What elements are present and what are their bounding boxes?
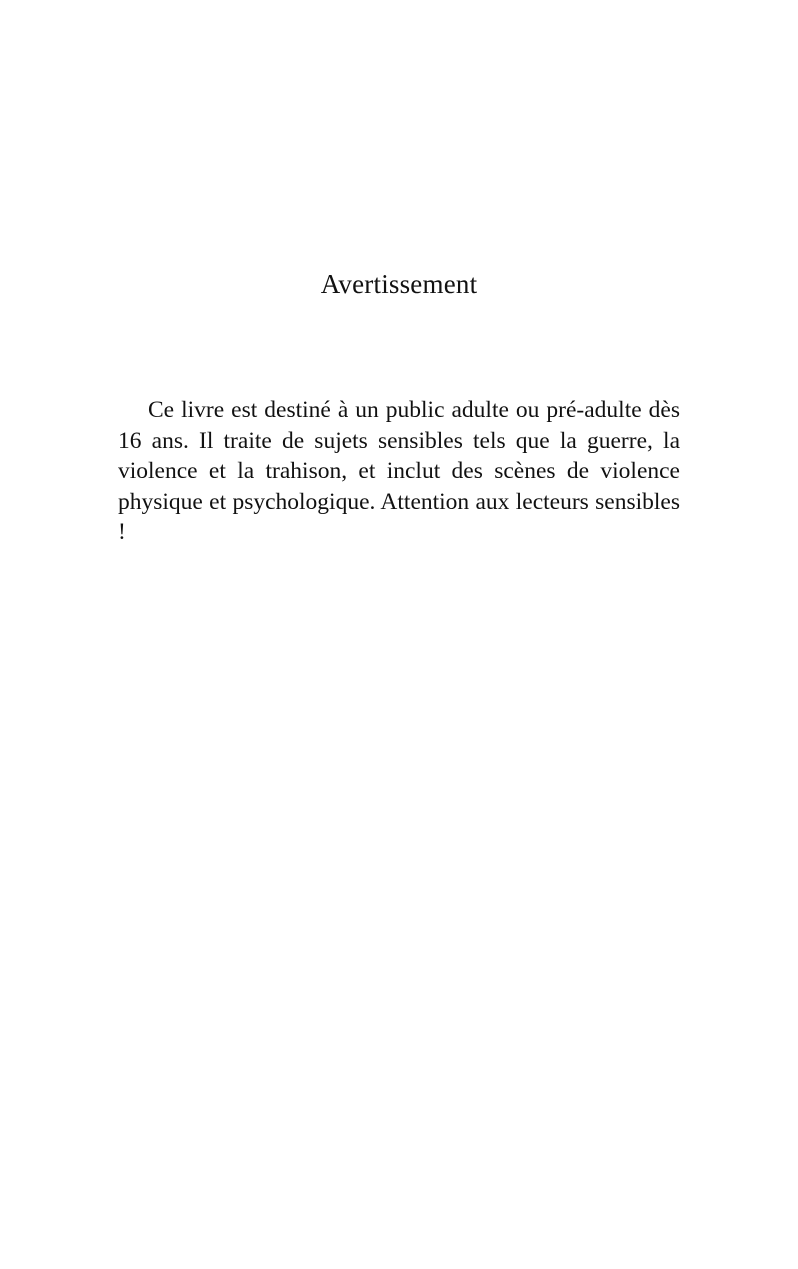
warning-paragraph: Ce livre est destiné à un public adulte ou pré-adulte dès 16 ans. Il traite de sujets sensibles tels que la guerre, la violence et la trahison, et inclut des scènes de violence physique et psychologique. Attention aux lecteurs sensibles ! [118,397,680,545]
page-title: Avertissement [320,269,478,299]
